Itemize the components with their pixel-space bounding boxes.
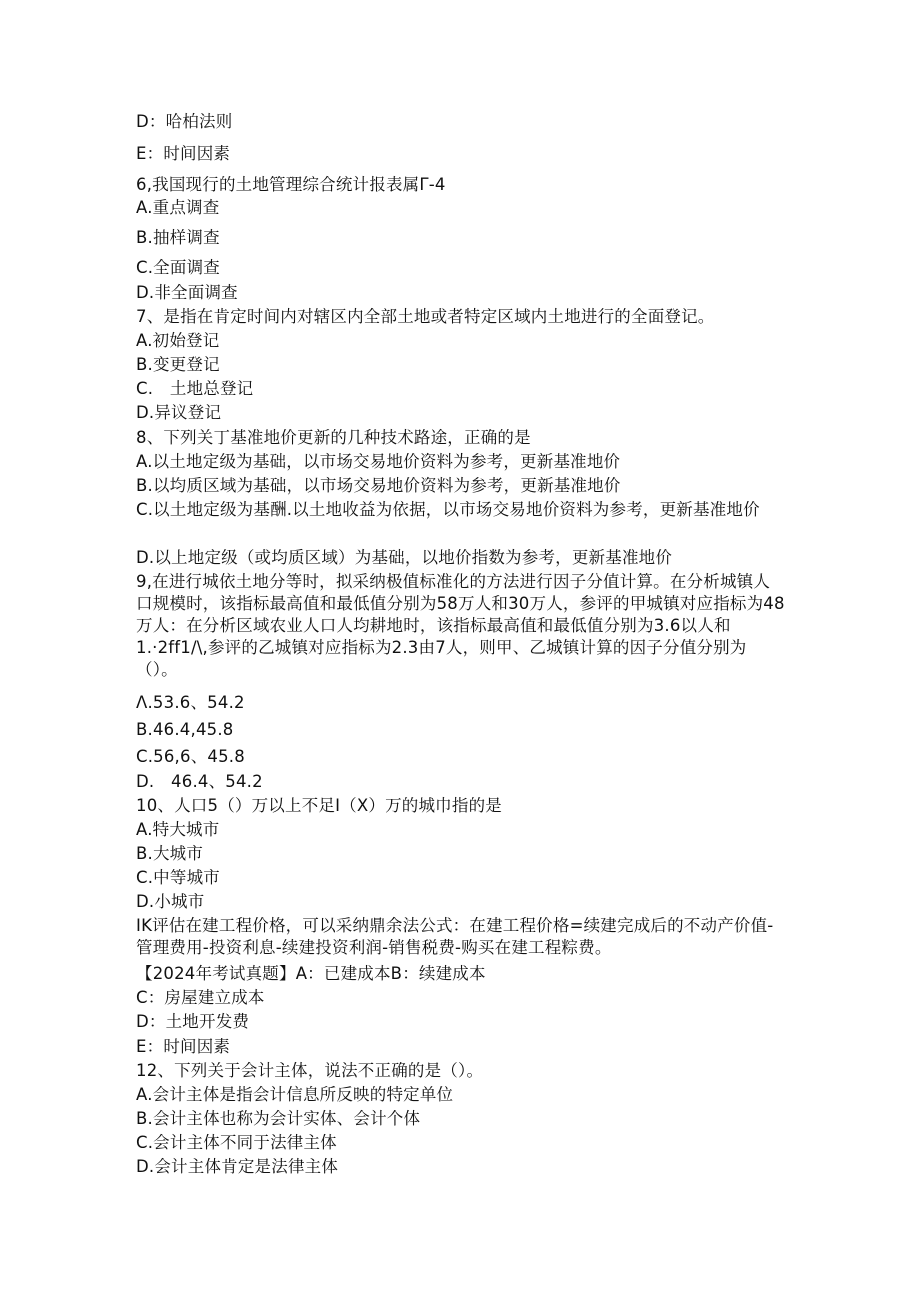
q12-option-a: A.会计主体是指会计信息所反映的特定单位	[136, 1085, 454, 1104]
q7-option-d: D.异议登记	[136, 403, 222, 422]
prev-option-e: E：时间因素	[136, 144, 231, 163]
q8-stem: 8、下列关丁基准地价更新的几种技术路途，正确的是	[136, 428, 531, 447]
q11-exam-line: 【2024年考试真题】A：已建成本B：续建成本	[136, 964, 486, 983]
q11-option-c: C：房屋建立成本	[136, 988, 265, 1007]
q7-stem: 7、是指在肯定时间内对辖区内全部土地或者特定区域内土地进行的全面登记。	[136, 307, 715, 326]
q7-option-a: A.初始登记	[136, 331, 220, 350]
q10-option-b: B.大城市	[136, 844, 204, 863]
q7-option-b: B.变更登记	[136, 355, 220, 374]
q6-option-a: A.重点调查	[136, 198, 220, 217]
q8-option-a: A.以土地定级为基础，以市场交易地价资料为参考，更新基准地价	[136, 452, 621, 471]
q10-option-c: C.中等城市	[136, 868, 220, 887]
q8-option-c: C.以土地定级为基酬.以土地收益为依据，以市场交易地价资料为参考，更新基准地价	[136, 500, 760, 519]
q10-option-d: D.小城市	[136, 892, 205, 911]
q11-option-e: E：时间因素	[136, 1037, 231, 1056]
q10-option-a: A.特大城市	[136, 820, 220, 839]
q6-option-c: C.全面调查	[136, 258, 220, 277]
q12-option-d: D.会计主体肯定是法律主体	[136, 1157, 339, 1176]
q6-option-b: B.抽样调查	[136, 228, 220, 247]
q9-option-c: C.56,6、45.8	[136, 747, 245, 766]
q9-option-b: B.46.4,45.8	[136, 720, 234, 739]
q11-option-d: D：土地开发费	[136, 1012, 250, 1031]
q9-stem: 9,在进行城依土地分等时，拟采纳极值标准化的方法进行因子分值计算。在分析城镇人口规模时，该指标最高值和最低值分别为58万人和30万人，参评的甲城镇对应指标为48万人：在分析区域农业人口人均耕地时，该指标最高值和最低值分别为3.6以人和1.·2ff1/\,参评的乙城镇对应指标为2.3由7人，则甲、乙城镇计算的因子分值分别为（）。	[136, 572, 785, 679]
q12-stem: 12、下列关于会计主体，说法不正确的是（）。	[136, 1061, 484, 1080]
q8-option-d: D.以上地定级（或均质区域）为基础，以地价指数为参考，更新基准地价	[136, 548, 673, 567]
q9-option-d: D. 46.4、54.2	[136, 772, 263, 791]
q12-option-b: B.会计主体也称为会计实体、会计个体	[136, 1109, 421, 1128]
q7-option-c: C. 土地总登记	[136, 379, 254, 398]
q6-option-d: D.非全面调查	[136, 283, 238, 302]
q9-option-a: Λ.53.6、54.2	[136, 693, 245, 712]
q11-stem: IK评估在建工程价格，可以采纳鼎余法公式：在建工程价格=续建完成后的不动产价值-管理费用-投资利息-续建投资利润-销售税费-购买在建工程粽费。	[136, 916, 774, 957]
prev-option-d: D：哈柏法则	[136, 112, 233, 131]
q6-stem: 6,我国现行的土地管理综合统计报表属Γ-4	[136, 175, 446, 194]
q12-option-c: C.会计主体不同于法律主体	[136, 1133, 337, 1152]
q10-stem: 10、人口5（）万以上不足I（X）万的城巾指的是	[136, 796, 502, 815]
q8-option-b: B.以均质区域为基础，以市场交易地价资料为参考，更新基准地价	[136, 476, 621, 495]
